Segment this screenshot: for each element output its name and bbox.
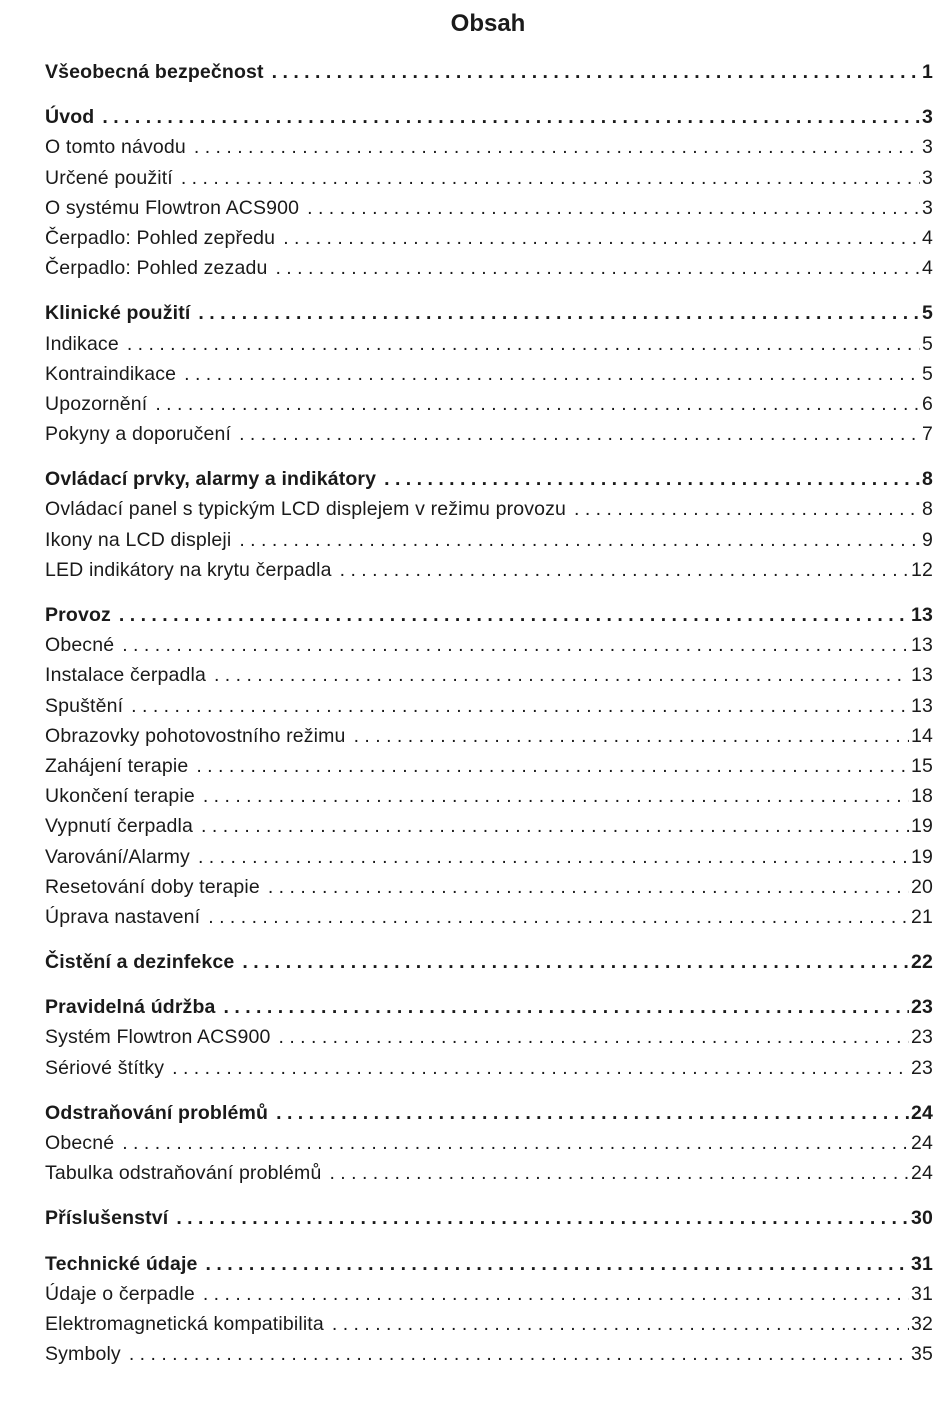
toc-heading[interactable]: [45, 1249, 933, 1279]
toc-entry-page-number: 5: [922, 332, 933, 355]
toc-heading-page-number: 13: [911, 604, 933, 626]
toc-entry[interactable]: [45, 193, 933, 223]
toc-entry-page-number: 5: [922, 362, 933, 385]
toc-heading-label: Odstraňování problémů: [45, 1101, 269, 1124]
toc-section: [45, 600, 933, 932]
toc-entry-label: Údaje o čerpadle: [45, 1282, 195, 1305]
toc-section: [45, 1249, 933, 1370]
toc-entry[interactable]: [45, 329, 933, 359]
toc-entry-label: Symboly: [45, 1343, 121, 1366]
toc-entry[interactable]: [45, 811, 933, 841]
dot-leader: [283, 223, 920, 253]
toc-entry[interactable]: [45, 223, 933, 253]
toc-entry-page-number: 7: [922, 423, 933, 446]
dot-leader: [307, 193, 920, 223]
toc-section: [45, 464, 933, 585]
toc-entry-page-number: 19: [911, 815, 933, 838]
toc-entry[interactable]: [45, 359, 933, 389]
toc-entry-page-number: 3: [922, 166, 933, 189]
toc-heading-label: Příslušenství: [45, 1207, 169, 1230]
toc-section: [45, 1098, 933, 1189]
toc-heading-label: Úvod: [45, 106, 95, 129]
dot-leader: [278, 1022, 909, 1052]
dot-leader: [239, 419, 920, 449]
toc-entry[interactable]: [45, 872, 933, 902]
toc-entry-label: Tabulka odstraňování problémů: [45, 1162, 322, 1185]
dot-leader: [127, 329, 920, 359]
toc-entry-page-number: 32: [911, 1312, 933, 1335]
toc-entry-page-number: 14: [911, 724, 933, 747]
dot-leader: [122, 630, 909, 660]
toc-entry-label: Kontraindikace: [45, 362, 177, 385]
toc-entry-label: Ovládací panel s typickým LCD displejem v režimu provozu: [45, 498, 567, 521]
toc-entry-label: Systém Flowtron ACS900: [45, 1026, 271, 1049]
toc-entry[interactable]: [45, 660, 933, 690]
toc-entry[interactable]: [45, 1128, 933, 1158]
toc-heading-label: Klinické použití: [45, 302, 191, 325]
toc-entry-label: Ikony na LCD displeji: [45, 528, 232, 551]
dot-leader: [131, 691, 909, 721]
dot-leader: [129, 1339, 909, 1369]
dot-leader: [206, 1249, 909, 1279]
toc-heading[interactable]: [45, 298, 933, 328]
toc-entry[interactable]: [45, 630, 933, 660]
toc-entry-page-number: 3: [922, 196, 933, 219]
toc-entry[interactable]: [45, 525, 933, 555]
toc-entry-label: Úprava nastavení: [45, 905, 201, 928]
toc-entry[interactable]: [45, 751, 933, 781]
toc-entry-page-number: 20: [911, 875, 933, 898]
dot-leader: [196, 751, 909, 781]
dot-leader: [203, 1279, 909, 1309]
toc-heading-page-number: 3: [922, 106, 933, 129]
toc-entry[interactable]: [45, 721, 933, 751]
toc-entry-page-number: 31: [911, 1282, 933, 1305]
toc-entry-page-number: 13: [911, 694, 933, 717]
toc-heading-label: Ovládací prvky, alarmy a indikátory: [45, 468, 377, 491]
toc-heading[interactable]: [45, 1203, 933, 1233]
toc-heading-label: Technické údaje: [45, 1252, 198, 1275]
toc-entry-label: Obecné: [45, 634, 115, 657]
toc-entry-label: Sériové štítky: [45, 1056, 165, 1079]
toc-heading-page-number: 5: [922, 302, 933, 325]
dot-leader: [275, 253, 920, 283]
toc-entry-label: Elektromagnetická kompatibilita: [45, 1312, 324, 1335]
toc-entry[interactable]: [45, 1309, 933, 1339]
dot-leader: [574, 494, 920, 524]
toc-entry[interactable]: [45, 781, 933, 811]
toc-entry-label: Určené použití: [45, 166, 173, 189]
toc-entry-label: O tomto návodu: [45, 136, 186, 159]
toc-entry[interactable]: [45, 1053, 933, 1083]
toc-entry-page-number: 4: [922, 257, 933, 280]
dot-leader: [332, 1309, 909, 1339]
dot-leader: [272, 57, 920, 87]
toc-section: [45, 1203, 933, 1233]
toc-heading[interactable]: [45, 57, 933, 87]
toc-entry-page-number: 12: [911, 558, 933, 581]
toc-entry-page-number: 24: [911, 1132, 933, 1154]
toc-heading[interactable]: [45, 947, 933, 977]
toc-entry-label: Upozornění: [45, 392, 148, 415]
toc-entry-label: Pokyny a doporučení: [45, 423, 232, 446]
toc-heading-page-number: 8: [922, 468, 933, 491]
toc-heading[interactable]: [45, 102, 933, 132]
toc-entry-page-number: 23: [911, 1026, 933, 1049]
toc-entry-page-number: 23: [911, 1056, 933, 1079]
toc-entry[interactable]: [45, 1158, 933, 1188]
toc-heading-label: Pravidelná údržba: [45, 996, 216, 1019]
table-of-contents: [45, 57, 933, 1384]
toc-entry-label: Varování/Alarmy: [45, 845, 190, 868]
toc-heading-page-number: 30: [911, 1207, 933, 1230]
toc-entry-label: Instalace čerpadla: [45, 664, 206, 687]
toc-entry[interactable]: [45, 555, 933, 585]
toc-entry[interactable]: [45, 1339, 933, 1369]
dot-leader: [268, 872, 909, 902]
toc-entry[interactable]: [45, 253, 933, 283]
dot-leader: [119, 600, 909, 630]
toc-heading-label: Všeobecná bezpečnost: [45, 61, 264, 83]
toc-entry-label: Indikace: [45, 332, 119, 355]
dot-leader: [329, 1158, 909, 1188]
toc-entry-label: Ukončení terapie: [45, 785, 195, 808]
toc-entry[interactable]: [45, 842, 933, 872]
toc-heading[interactable]: [45, 464, 933, 494]
dot-leader: [214, 660, 909, 690]
toc-entry[interactable]: [45, 1279, 933, 1309]
toc-section: [45, 102, 933, 283]
toc-section: [45, 57, 933, 87]
dot-leader: [198, 298, 920, 328]
dot-leader: [102, 102, 920, 132]
toc-entry-page-number: 3: [922, 136, 933, 159]
toc-heading-page-number: 31: [911, 1252, 933, 1275]
toc-heading-page-number: 23: [911, 996, 933, 1019]
toc-heading-label: Čistění a dezinfekce: [45, 951, 235, 974]
dot-leader: [224, 992, 909, 1022]
toc-heading-page-number: 22: [911, 951, 933, 974]
dot-leader: [242, 947, 909, 977]
toc-entry-page-number: 6: [922, 392, 933, 415]
dot-leader: [340, 555, 909, 585]
toc-entry-label: Čerpadlo: Pohled zepředu: [45, 226, 276, 249]
dot-leader: [172, 1053, 909, 1083]
dot-leader: [194, 132, 920, 162]
dot-leader: [208, 902, 909, 932]
dot-leader: [198, 842, 909, 872]
toc-entry[interactable]: [45, 419, 933, 449]
toc-heading-page-number: 1: [922, 61, 933, 83]
toc-entry-label: Obecné: [45, 1132, 115, 1154]
dot-leader: [203, 781, 909, 811]
page-title: Obsah: [450, 10, 526, 37]
toc-entry-label: Spuštění: [45, 694, 124, 717]
toc-section: [45, 992, 933, 1083]
dot-leader: [201, 811, 909, 841]
toc-section: [45, 947, 933, 977]
toc-heading[interactable]: [45, 600, 933, 630]
dot-leader: [184, 359, 920, 389]
toc-entry-page-number: 4: [922, 226, 933, 249]
toc-entry-page-number: 8: [922, 498, 933, 521]
toc-entry[interactable]: [45, 163, 933, 193]
toc-heading[interactable]: [45, 1098, 933, 1128]
toc-heading[interactable]: [45, 992, 933, 1022]
toc-entry[interactable]: [45, 1022, 933, 1052]
toc-entry[interactable]: [45, 691, 933, 721]
toc-entry-label: LED indikátory na krytu čerpadla: [45, 558, 332, 581]
dot-leader: [354, 721, 909, 751]
toc-entry-label: Obrazovky pohotovostního režimu: [45, 724, 346, 747]
toc-entry-label: Resetování doby terapie: [45, 875, 260, 898]
toc-heading-page-number: 24: [911, 1101, 933, 1124]
toc-entry-page-number: 15: [911, 754, 933, 777]
toc-entry-page-number: 24: [911, 1162, 933, 1185]
toc-entry-label: Zahájení terapie: [45, 754, 189, 777]
toc-entry[interactable]: [45, 494, 933, 524]
dot-leader: [176, 1203, 909, 1233]
toc-entry[interactable]: [45, 902, 933, 932]
toc-entry-page-number: 35: [911, 1343, 933, 1366]
toc-entry-label: Čerpadlo: Pohled zezadu: [45, 257, 268, 280]
toc-entry-page-number: 19: [911, 845, 933, 868]
toc-entry-page-number: 13: [911, 664, 933, 687]
toc-entry-label: O systému Flowtron ACS900: [45, 196, 300, 219]
dot-leader: [239, 525, 920, 555]
dot-leader: [384, 464, 920, 494]
dot-leader: [122, 1128, 909, 1158]
toc-heading-label: Provoz: [45, 604, 111, 626]
toc-entry-page-number: 9: [922, 528, 933, 551]
dot-leader: [155, 389, 920, 419]
toc-entry-label: Vypnutí čerpadla: [45, 815, 194, 838]
toc-entry[interactable]: [45, 132, 933, 162]
dot-leader: [181, 163, 920, 193]
toc-entry[interactable]: [45, 389, 933, 419]
toc-entry-page-number: 21: [911, 905, 933, 928]
dot-leader: [276, 1098, 909, 1128]
toc-entry-page-number: 13: [911, 634, 933, 657]
toc-entry-page-number: 18: [911, 785, 933, 808]
toc-section: [45, 298, 933, 449]
